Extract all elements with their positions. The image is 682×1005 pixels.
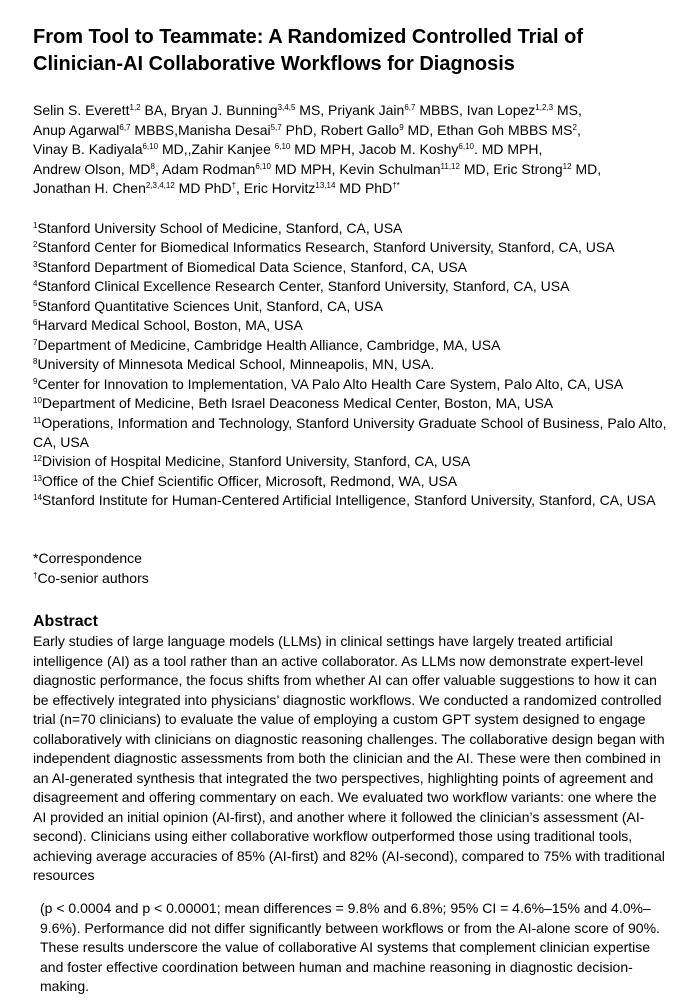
correspondence-label: Correspondence (38, 550, 142, 566)
affiliation-text: Harvard Medical School, Boston, MA, USA (37, 317, 303, 334)
abstract-continuation: (p < 0.0004 and p < 0.00001; mean differences = 9.8% and 6.8%; 95% CI = 4.6%–15% and 4.0%–9.6%). Performance did not differ significantly between workflows or from the AI-alone score of 90%. These results underscore the value of collaborative AI systems that complement clinician expertise and foster effective coordination between human and machine reasoning in diagnostic decision-making. (40, 900, 660, 994)
affiliation-superscript: 6,10 (255, 161, 271, 171)
affiliation-superscript: 2,3,4,12 (145, 181, 175, 191)
affiliation-superscript: 8 (150, 161, 155, 171)
co-senior-note (33, 568, 673, 588)
affiliation-number: 3 (33, 260, 38, 270)
affiliation-item (33, 414, 673, 453)
affiliation-item (33, 258, 673, 277)
affiliation-number: 5 (33, 299, 38, 309)
affiliation-superscript: 6,10 (274, 142, 291, 152)
co-senior-label: Co-senior authors (37, 570, 149, 586)
affiliation-item (33, 452, 673, 471)
affiliation-text: Office of the Chief Scientific Officer, Microsoft, Redmond, WA, USA (41, 472, 458, 489)
affiliation-superscript: 5,7 (270, 122, 282, 132)
paper-title: From Tool to Teammate: A Randomized Controlled Trial of Clinician-AI Collaborative Workflows for Diagnosis (33, 26, 584, 75)
affiliation-number: 7 (33, 337, 38, 347)
affiliation-item (33, 491, 673, 510)
author-line: Anup Agarwal$^{6,7}$ MBBS,Manisha Desai$^{5,7}$ PhD, Robert Gallo$^9$ MD, Ethan Goh MBBS $MS^2$, (33, 121, 581, 138)
author-line: Andrew Olson, $MD^8$, Adam Rodman$^{6,10}$ MD MPH, Kevin Schulman$^{11,12}$ MD, Eric Strong$^{12}$ MD, (33, 160, 602, 177)
affiliation-item (33, 375, 673, 394)
affiliation-item (33, 355, 673, 374)
affiliation-number: 8 (33, 357, 38, 367)
author-line: Jonathan H. Chen$^{2,3,4,12}$ MD PhD†, Eric Horvitz$^{13,14}$ MD PhD†* (33, 180, 400, 196)
affiliation-superscript: 11,12 (440, 161, 460, 171)
affiliation-number: 13 (33, 474, 42, 484)
affiliation-text: Department of Medicine, Cambridge Health Alliance, Cambridge, MA, USA (37, 336, 501, 353)
affiliation-text: Stanford University School of Medicine, Stanford, CA, USA (37, 220, 403, 236)
affiliation-superscript: 9 (399, 122, 404, 132)
affiliation-superscript: 2 (572, 122, 577, 132)
author-notes (33, 548, 673, 588)
affiliation-item (33, 219, 673, 238)
affiliation-item (33, 336, 673, 355)
affiliation-superscript: 6,7 (119, 122, 131, 132)
abstract-heading: Abstract (33, 613, 98, 630)
correspondence-note (33, 548, 673, 568)
affiliation-superscript: 6,7 (404, 103, 416, 113)
affiliation-item (33, 472, 673, 491)
affiliation-superscript: †* (392, 181, 400, 191)
affiliation-number: 6 (33, 318, 38, 328)
author-line: Vinay B. Kadiyala$^{6,10}$ MD,,Zahir Kanjee $^{6,10}$ MD MPH, Jacob M. Koshy$^{6,10}$. MD MPH, (33, 141, 543, 157)
dagger-mark: † (33, 571, 38, 581)
affiliation-item (33, 297, 673, 316)
affiliation-text: Stanford Clinical Excellence Research Center, Stanford University, Stanford, CA, USA (37, 278, 570, 295)
affiliation-text: Stanford Department of Biomedical Data Science, Stanford, CA, USA (37, 258, 467, 275)
affiliation-superscript: 13,14 (315, 181, 336, 191)
affiliation-text: Stanford Institute for Human-Centered Artificial Intelligence, Stanford University, Stanford, CA, USA (41, 492, 656, 509)
affiliation-number: 9 (33, 376, 38, 386)
affiliation-text: Division of Hospital Medicine, Stanford University, Stanford, CA, USA (41, 453, 471, 470)
affiliation-superscript: 1,2,3 (535, 103, 554, 113)
author-line: Selin S. Everett$^{1,2}$ BA, Bryan J. Bunning$^{3,4,5}$ MS, Priyank Jain$^{6,7}$ MBBS, Ivan Lopez$^{1,2,3}$ MS, (33, 102, 582, 118)
affiliation-text: University of Minnesota Medical School, Minneapolis, MN, USA. (37, 356, 435, 373)
affiliation-superscript: 12 (562, 161, 572, 171)
affiliation-number: 2 (33, 240, 38, 250)
affiliation-text: Operations, Information and Technology, Stanford University Graduate School of Business, Palo Alto, CA, USA (33, 414, 667, 450)
affiliation-superscript: 3,4,5 (277, 103, 296, 113)
affiliation-item (33, 394, 673, 413)
affiliation-text: Stanford Quantitative Sciences Unit, Stanford, CA, USA (37, 297, 383, 314)
affiliation-number: 1 (33, 221, 38, 231)
affiliation-text: Department of Medicine, Beth Israel Deaconess Medical Center, Boston, MA, USA (41, 395, 554, 412)
author-list (33, 101, 673, 199)
affiliation-text: Center for Innovation to Implementation, VA Palo Alto Health Care System, Palo Alto, CA, USA (37, 375, 624, 392)
affiliation-item (33, 238, 673, 257)
affiliation-number: 4 (33, 279, 38, 289)
affiliation-item (33, 277, 673, 296)
abstract-body: Early studies of large language models (LLMs) in clinical settings have largely treated artificial intelligence (AI) as a tool rather than an active collaborator. As LLMs now demonstrate expert-level diagnostic performance, the focus shifts from whether AI can offer valuable suggestions to how it can be effectively integrated into physicians’ diagnostic workflows. We conducted a randomized controlled trial (n=70 clinicians) to evaluate the value of employing a custom GPT system designed to engage collaboratively with clinicians on diagnostic reasoning challenges. The collaborative design began with independent diagnostic assessments from both the clinician and the AI. These were then combined in an AI-generated synthesis that integrated the two perspectives, highlighting points of agreement and disagreement and offering commentary on each. We evaluated two workflow variants: one where the AI provided an initial opinion (AI-first), and another where it followed the clinician’s assessment (AI-second). Clinicians using either collaborative workflow outperformed those using traditional tools, achieving average accuracies of 85% (AI-first) and 82% (AI-second), compared to 75% with traditional resources (33, 633, 665, 883)
affiliation-number: 10 (33, 396, 42, 406)
affiliation-number: 14 (33, 493, 42, 503)
affiliation-superscript: 6,10 (142, 142, 159, 152)
affiliation-text: Stanford Center for Biomedical Informatics Research, Stanford University, Stanford, CA, USA (37, 239, 615, 256)
affiliation-superscript: † (231, 181, 237, 191)
affiliation-superscript: 6,10 (458, 142, 474, 152)
affiliation-superscript: 1,2 (129, 103, 141, 113)
affiliation-number: 12 (33, 454, 42, 464)
correspondence-mark: * (33, 550, 39, 566)
affiliation-number: 11 (33, 415, 42, 425)
affiliation-item (33, 316, 673, 335)
affiliation-list (33, 219, 673, 511)
